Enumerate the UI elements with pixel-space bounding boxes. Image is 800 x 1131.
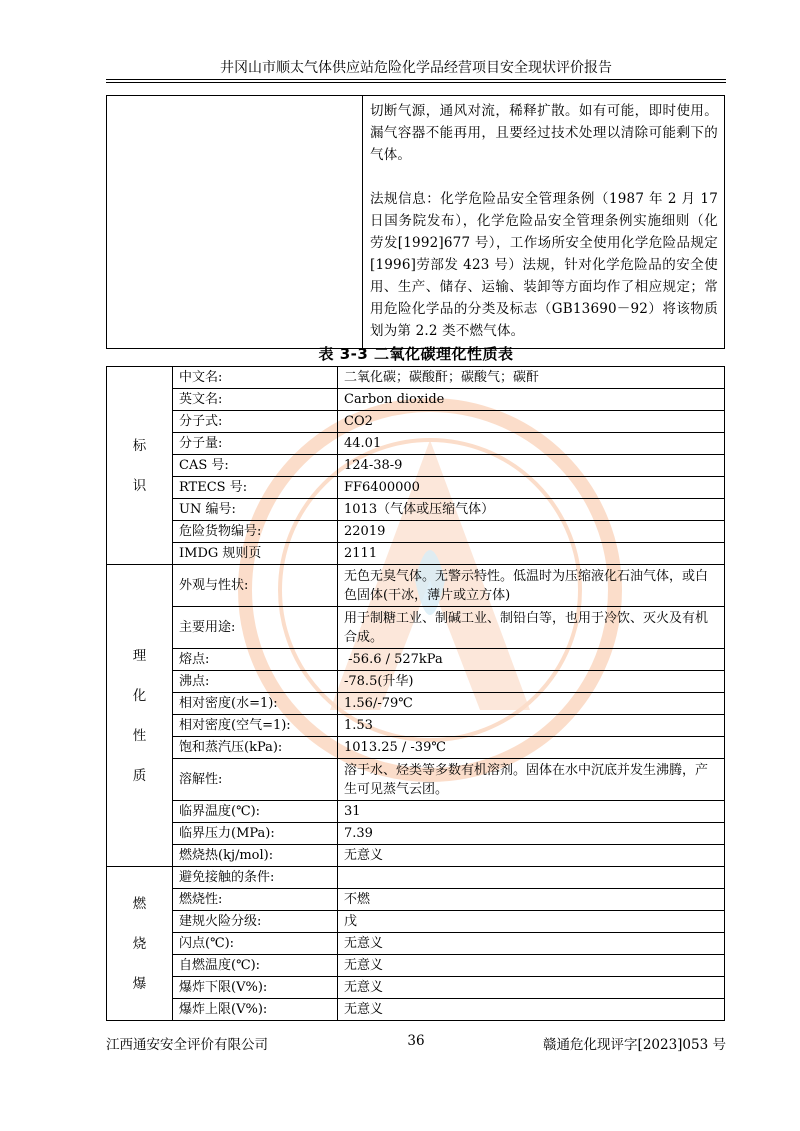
- row-value: 无意义: [338, 999, 725, 1021]
- page-header-title: 井冈山市顺太气体供应站危险化学品经营项目安全现状评价报告: [220, 60, 612, 76]
- row-label: 燃烧性:: [173, 889, 338, 911]
- row-label: IMDG 规则页: [173, 543, 338, 565]
- row-value: FF6400000: [338, 477, 725, 499]
- row-label: 燃烧热(kj/mol):: [173, 845, 338, 867]
- row-label: 英文名:: [173, 389, 338, 411]
- row-value: 无意义: [338, 977, 725, 999]
- row-label: 临界温度(℃):: [173, 801, 338, 823]
- row-value: 溶于水、烃类等多数有机溶剂。固体在水中沉底并发生沸腾，产生可见蒸气云团。: [338, 759, 725, 801]
- row-value: [338, 867, 725, 889]
- section-combustion-label: [107, 867, 173, 1021]
- row-label: 饱和蒸汽压(kPa):: [173, 737, 338, 759]
- regulation-info-paragraph: 法规信息：化学危险品安全管理条例（1987 年 2 月 17 日国务院发布），化学危险品安全管理条例实施细则（化劳发[1992]677 号），工作场所安全使用化学危险品规定[1996]劳部发 423 号）法规，针对化学危险品的安全使用、生产、储存、运输、装卸等方面均作了相应规定；常用危险化学品的分类及标志（GB13690－92）将该物质划为第 2.2 类不燃气体。: [370, 191, 718, 339]
- row-value: 31: [338, 801, 725, 823]
- row-value: 1013.25 / -39℃: [338, 737, 725, 759]
- section-char: 理: [132, 647, 147, 664]
- footer-company: 江西通安安全评价有限公司: [106, 1037, 268, 1053]
- section-char: 化: [132, 687, 147, 704]
- section-char: 性: [132, 727, 147, 744]
- header-rule: [106, 79, 726, 80]
- row-label: 相对密度(水=1):: [173, 693, 338, 715]
- row-label: 沸点:: [173, 671, 338, 693]
- row-value: -56.6 / 527kPa: [338, 649, 725, 671]
- row-label: 相对密度(空气=1):: [173, 715, 338, 737]
- continuation-left-cell: [107, 96, 363, 349]
- row-value: 124-38-9: [338, 455, 725, 477]
- row-value: 1.56/-79℃: [338, 693, 725, 715]
- row-value: 2111: [338, 543, 725, 565]
- section-char: 爆: [132, 975, 147, 992]
- row-label: 爆炸上限(V%):: [173, 999, 338, 1021]
- row-value: 7.39: [338, 823, 725, 845]
- leak-handling-paragraph: 切断气源，通风对流，稀释扩散。如有可能，即时使用。漏气容器不能再用，且要经过技术处理以清除可能剩下的气体。: [370, 103, 718, 163]
- section-char: 识: [132, 477, 147, 494]
- section-physchem-label: [107, 565, 173, 867]
- continuation-right-cell: [363, 96, 725, 349]
- row-value: 22019: [338, 521, 725, 543]
- co2-properties-table: [106, 366, 725, 1021]
- row-label: 闪点(℃):: [173, 933, 338, 955]
- row-value: 戊: [338, 911, 725, 933]
- row-label: CAS 号:: [173, 455, 338, 477]
- table-caption: 表 3-3 二氧化碳理化性质表: [318, 345, 514, 363]
- row-label: 溶解性:: [173, 759, 338, 801]
- row-label: 分子量:: [173, 433, 338, 455]
- row-label: RTECS 号:: [173, 477, 338, 499]
- row-value: 无色无臭气体。无警示特性。低温时为压缩液化石油气体，或白色固体(干冰，薄片或立方体): [338, 565, 725, 607]
- row-value: 1013（气体或压缩气体）: [338, 499, 725, 521]
- row-value: Carbon dioxide: [338, 389, 725, 411]
- footer-page-number: 36: [407, 1033, 425, 1049]
- row-label: 中文名:: [173, 367, 338, 389]
- row-value: 无意义: [338, 845, 725, 867]
- footer-doc-number: 赣通危化现评字[2023]053 号: [543, 1037, 726, 1053]
- row-label: 外观与性状:: [173, 565, 338, 607]
- row-value: 用于制糖工业、制碱工业、制铅白等，也用于冷饮、灭火及有机合成。: [338, 607, 725, 649]
- section-char: 燃: [132, 895, 147, 912]
- continuation-table: [106, 95, 725, 349]
- row-value: 1.53: [338, 715, 725, 737]
- row-label: 建规火险分级:: [173, 911, 338, 933]
- page-footer: [106, 1033, 726, 1053]
- row-value: 不燃: [338, 889, 725, 911]
- row-label: 自燃温度(℃):: [173, 955, 338, 977]
- row-value: CO2: [338, 411, 725, 433]
- row-value: -78.5(升华): [338, 671, 725, 693]
- row-value: 无意义: [338, 933, 725, 955]
- row-label: 分子式:: [173, 411, 338, 433]
- row-label: 避免接触的条件:: [173, 867, 338, 889]
- row-value: 二氧化碳；碳酸酐；碳酸气；碳酐: [338, 367, 725, 389]
- row-value: 44.01: [338, 433, 725, 455]
- section-char: 质: [132, 767, 147, 784]
- row-label: 临界压力(MPa):: [173, 823, 338, 845]
- section-identity-label: [107, 367, 173, 565]
- section-char: 烧: [132, 935, 147, 952]
- row-label: 熔点:: [173, 649, 338, 671]
- row-label: 爆炸下限(V%):: [173, 977, 338, 999]
- section-char: 标: [132, 437, 147, 454]
- row-label: UN 编号:: [173, 499, 338, 521]
- row-value: 无意义: [338, 955, 725, 977]
- row-label: 危险货物编号:: [173, 521, 338, 543]
- row-label: 主要用途:: [173, 607, 338, 649]
- header-rule-double: [106, 82, 726, 83]
